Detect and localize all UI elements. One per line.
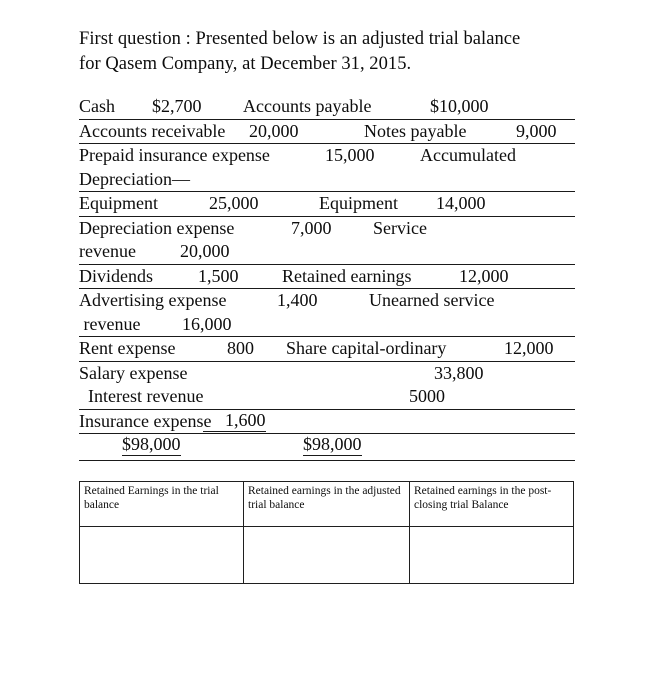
account-label: Unearned service — [369, 290, 495, 310]
column-header-post-closing-trial-balance: Retained earnings in the post-closing trial Balance — [410, 482, 574, 527]
account-amount: 1,400 — [277, 290, 318, 310]
account-label: Accounts payable — [243, 96, 372, 116]
table-row-headers — [80, 482, 574, 527]
question-intro — [79, 27, 579, 77]
account-label: Retained earnings — [282, 265, 412, 286]
account-label-continued: revenue — [79, 313, 141, 334]
intro-line-2: for Qasem Company, at December 31, 2015. — [79, 54, 412, 74]
account-amount: 20,000 — [249, 120, 299, 141]
trial-balance-row — [79, 95, 575, 120]
account-amount: 800 — [227, 338, 254, 358]
account-amount: 14,000 — [436, 193, 486, 213]
account-label: Accounts receivable — [79, 120, 226, 141]
account-amount: $10,000 — [430, 96, 489, 116]
account-label: Salary expense — [79, 362, 188, 383]
trial-balance-row — [79, 362, 575, 410]
account-amount: 33,800 — [434, 362, 484, 383]
trial-balance-row — [79, 265, 575, 290]
trial-balance-row — [79, 217, 575, 265]
account-amount: 12,000 — [459, 265, 509, 286]
trial-balance-row — [79, 289, 575, 337]
adjusted-trial-balance — [79, 95, 575, 461]
account-label: Prepaid insurance expense — [79, 145, 270, 165]
trial-balance-row — [79, 120, 575, 145]
account-amount: 9,000 — [516, 120, 557, 141]
account-label: Accumulated — [420, 145, 516, 165]
debit-total: $98,000 — [122, 434, 181, 454]
account-label: Advertising expense — [79, 290, 227, 310]
account-amount: 25,000 — [209, 193, 259, 213]
column-header-trial-balance: Retained Earnings in the trial balance — [80, 482, 244, 527]
account-label: Share capital-ordinary — [286, 338, 447, 358]
account-label: Service — [373, 217, 427, 238]
account-label: Depreciation expense — [79, 217, 235, 238]
account-amount: 15,000 — [325, 145, 375, 165]
account-label-continued: Interest revenue — [79, 386, 204, 406]
account-amount: 16,000 — [182, 313, 232, 334]
column-header-adjusted-trial-balance: Retained earnings in the adjusted trial balance — [244, 482, 410, 527]
account-label: Cash — [79, 96, 115, 116]
account-label: Dividends — [79, 265, 153, 286]
credit-total: $98,000 — [303, 434, 362, 454]
account-amount-subtotal: 1,600 — [203, 410, 266, 432]
retained-earnings-answer-table — [79, 481, 574, 584]
answer-cell-post-closing-trial-balance[interactable] — [410, 527, 574, 584]
account-label: Equipment — [79, 193, 158, 213]
account-amount: 7,000 — [291, 217, 332, 238]
trial-balance-row — [79, 410, 575, 435]
trial-balance-row — [79, 192, 575, 217]
account-amount: 1,500 — [198, 265, 239, 286]
account-amount: 20,000 — [180, 241, 230, 261]
answer-cell-adjusted-trial-balance[interactable] — [244, 527, 410, 584]
account-label: Notes payable — [364, 120, 467, 141]
answer-cell-trial-balance[interactable] — [80, 527, 244, 584]
account-amount: 12,000 — [504, 338, 554, 358]
account-amount: 5000 — [409, 386, 445, 406]
trial-balance-totals-row — [79, 434, 575, 461]
trial-balance-row — [79, 144, 575, 192]
account-label-continued: Depreciation— — [79, 168, 190, 189]
account-label: Insurance expense — [79, 410, 212, 431]
account-label: Rent expense — [79, 338, 176, 358]
account-amount: $2,700 — [152, 96, 202, 116]
trial-balance-row — [79, 337, 575, 362]
account-label-continued: revenue — [79, 241, 136, 261]
intro-line-1: First question : Presented below is an adjusted trial balance — [79, 29, 521, 49]
table-row-answers — [80, 527, 574, 584]
account-label: Equipment — [319, 193, 398, 213]
